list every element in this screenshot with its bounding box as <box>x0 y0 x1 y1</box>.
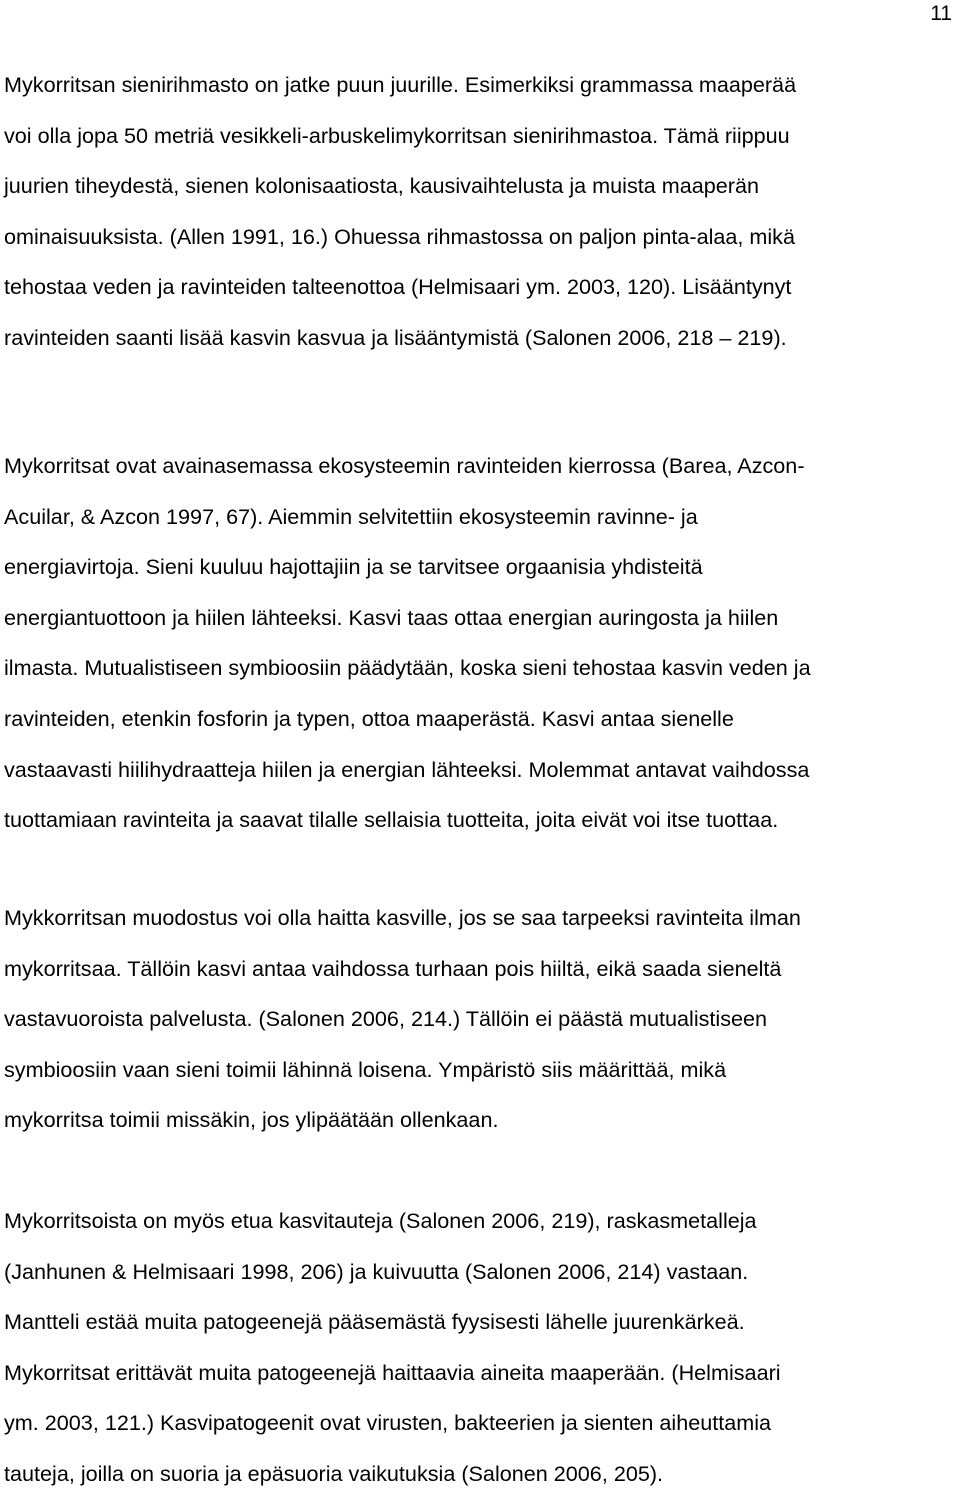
text-line: vastaavasti hiilihydraatteja hiilen ja energian lähteeksi. Molemmat antavat vaihdossa <box>4 756 810 782</box>
text-line: Mykorritsan sienirihmasto on jatke puun juurille. Esimerkiksi grammassa maaperää <box>4 72 797 97</box>
text-line: ravinteiden, etenkin fosforin ja typen, ottoa maaperästä. Kasvi antaa sienelle <box>4 705 734 731</box>
paragraph-3 <box>4 893 954 1146</box>
paragraph-4 <box>4 1196 954 1500</box>
text-line: mykorritsaa. Tällöin kasvi antaa vaihdossa turhaan pois hiiltä, eikä saada sieneltä <box>4 955 782 981</box>
text-line: Mantteli estää muita patogeenejä pääsemästä fyysisesti lähelle juurenkärkeä. <box>4 1309 745 1335</box>
text-line: symbioosiin vaan sieni toimii lähinnä loisena. Ympäristö siis määrittää, mikä <box>4 1056 727 1082</box>
text-line: energiantuottoon ja hiilen lähteeksi. Kasvi taas ottaa energian auringosta ja hiilen <box>4 604 779 630</box>
text-line: tauteja, joilla on suoria ja epäsuoria vaikutuksia (Salonen 2006, 205). <box>4 1460 664 1486</box>
text-line: tehostaa veden ja ravinteiden talteenottoa (Helmisaari ym. 2003, 120). Lisääntynyt <box>4 274 792 300</box>
paragraph-1 <box>4 60 954 364</box>
text-line: Acuilar, & Azcon 1997, 67). Aiemmin selvitettiin ekosysteemin ravinne- ja <box>4 503 698 529</box>
text-line: juurien tiheydestä, sienen kolonisaatiosta, kausivaihtelusta ja muista maaperän <box>4 173 760 199</box>
text-line: Mykorritsoista on myös etua kasvitauteja (Salonen 2006, 219), raskasmetalleja <box>4 1208 757 1233</box>
text-line: energiavirtoja. Sieni kuuluu hajottajiin ja se tarvitsee orgaanisia yhdisteitä <box>4 554 703 580</box>
text-line: Mykorritsat erittävät muita patogeenejä haittaavia aineita maaperään. (Helmisaari <box>4 1359 781 1385</box>
text-line: ym. 2003, 121.) Kasvipatogeenit ovat virusten, bakteerien ja sienten aiheuttamia <box>4 1410 772 1436</box>
text-line: ilmasta. Mutualistiseen symbioosiin päädytään, koska sieni tehostaa kasvin veden ja <box>4 655 811 681</box>
text-line: vastavuoroista palvelusta. (Salonen 2006, 214.) Tällöin ei päästä mutualistiseen <box>4 1006 768 1032</box>
text-line: tuottamiaan ravinteita ja saavat tilalle sellaisia tuotteita, joita eivät voi itse tuottaa. <box>4 807 779 833</box>
text-line: mykorritsa toimii missäkin, jos ylipäätään ollenkaan. <box>4 1107 499 1133</box>
text-line: ravinteiden saanti lisää kasvin kasvua ja lisääntymistä (Salonen 2006, 218 – 219). <box>4 324 787 350</box>
text-line: Mykorritsat ovat avainasemassa ekosysteemin ravinteiden kierrossa (Barea, Azcon- <box>4 453 805 478</box>
text-line: ominaisuuksista. (Allen 1991, 16.) Ohuessa rihmastossa on paljon pinta-alaa, mikä <box>4 223 795 249</box>
text-line: Mykkorritsan muodostus voi olla haitta kasville, jos se saa tarpeeksi ravinteita ilman <box>4 905 801 930</box>
page-number: 11 <box>930 2 952 25</box>
paragraph-2 <box>4 441 954 846</box>
text-line: voi olla jopa 50 metriä vesikkeli-arbuskelimykorritsan sienirihmastoa. Tämä riippuu <box>4 122 790 148</box>
text-line: (Janhunen & Helmisaari 1998, 206) ja kuivuutta (Salonen 2006, 214) vastaan. <box>4 1258 749 1284</box>
